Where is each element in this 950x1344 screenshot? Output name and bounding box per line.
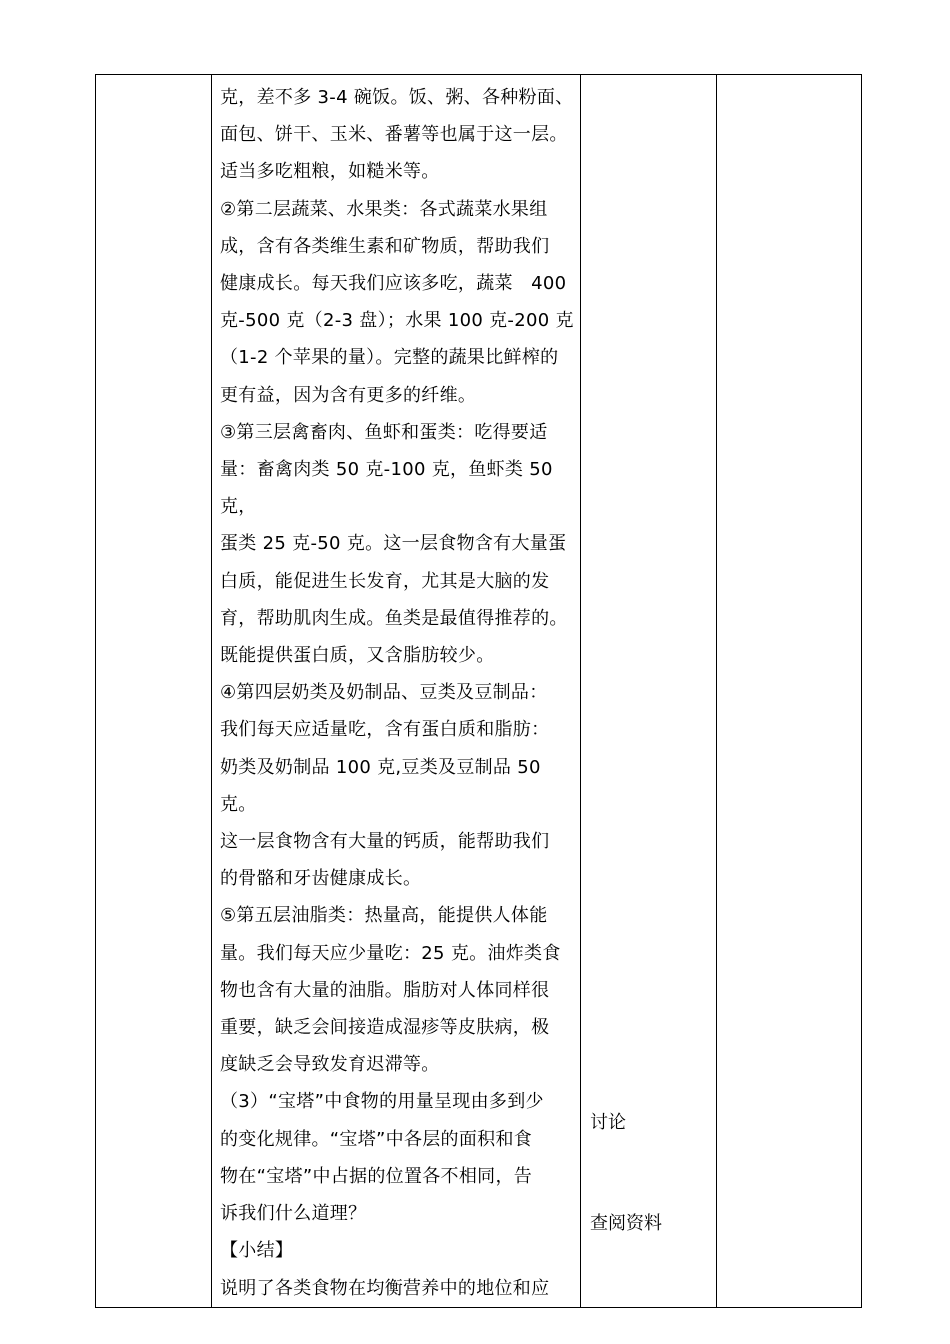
content-line: 面包、饼干、玉米、番薯等也属于这一层。 (220, 124, 568, 146)
content-line: 量：畜禽肉类 50 克-100 克，鱼虾类 50 克， (220, 459, 553, 518)
content-line: 健康成长。每天我们应该多吃，蔬菜 400 (220, 273, 567, 295)
content-line: 克-500 克（2-3 盘）；水果 100 克-200 克 (220, 310, 574, 332)
content-line: 物也含有大量的油脂。脂肪对人体同样很 (220, 979, 550, 1001)
content-line: 说明了各类食物在均衡营养中的地位和应 (220, 1277, 550, 1299)
content-text-block (212, 75, 580, 1307)
content-line: 克，差不多 3-4 碗饭。饭、粥、各种粉面、 (220, 87, 574, 108)
content-line: 诉我们什么道理？ (220, 1203, 367, 1225)
content-line: 物在“宝塔”中占据的位置各不相同，告 (220, 1165, 533, 1187)
content-line: 量。我们每天应少量吃：25 克。油炸类食 (220, 942, 561, 964)
content-line: 既能提供蛋白质，又含脂肪较少。 (220, 645, 495, 667)
content-line: 度缺乏会导致发育迟滞等。 (220, 1054, 440, 1076)
content-line: 适当多吃粗粮，如糙米等。 (220, 161, 440, 183)
table-cell-content (212, 75, 581, 1308)
content-line: 【小结】 (220, 1240, 294, 1262)
content-line: 成，含有各类维生素和矿物质，帮助我们 (220, 235, 550, 257)
table-cell-stage (96, 75, 212, 1308)
lesson-table (95, 74, 862, 1308)
table-row (96, 75, 862, 1308)
content-line: ④第四层奶类及奶制品、豆类及豆制品： (220, 682, 548, 704)
content-line: ②第二层蔬菜、水果类：各式蔬菜水果组 (220, 198, 548, 220)
content-line: 重要，缺乏会间接造成湿疹等皮肤病，极 (220, 1017, 550, 1039)
content-line: （1-2 个苹果的量）。完整的蔬果比鲜榨的 (220, 347, 559, 369)
table-cell-student-activity (581, 75, 717, 1308)
content-line: 白质，能促进生长发育，尤其是大脑的发 (220, 570, 550, 592)
content-line: 的变化规律。“宝塔”中各层的面积和食 (220, 1128, 533, 1150)
content-line: 更有益，因为含有更多的纤维。 (220, 384, 477, 406)
content-line: 育，帮助肌肉生成。鱼类是最值得推荐的。 (220, 607, 568, 629)
content-line: 奶类及奶制品 100 克,豆类及豆制品 50 克。 (220, 756, 541, 815)
content-line: 的骨骼和牙齿健康成长。 (220, 868, 422, 890)
content-line: 蛋类 25 克-50 克。这一层食物含有大量蛋 (220, 533, 567, 555)
content-line: ③第三层禽畜肉、鱼虾和蛋类：吃得要适 (220, 421, 548, 443)
content-line: ⑤第五层油脂类：热量高，能提供人体能 (220, 905, 548, 927)
content-line: 我们每天应适量吃，含有蛋白质和脂肪： (220, 719, 550, 741)
activity-research-label: 查阅资料 (590, 1213, 662, 1234)
activity-discuss-label: 讨论 (590, 1112, 626, 1133)
table-cell-notes (717, 75, 862, 1308)
content-line: （3）“宝塔”中食物的用量呈现由多到少 (220, 1091, 544, 1113)
content-line: 这一层食物含有大量的钙质，能帮助我们 (220, 831, 550, 853)
